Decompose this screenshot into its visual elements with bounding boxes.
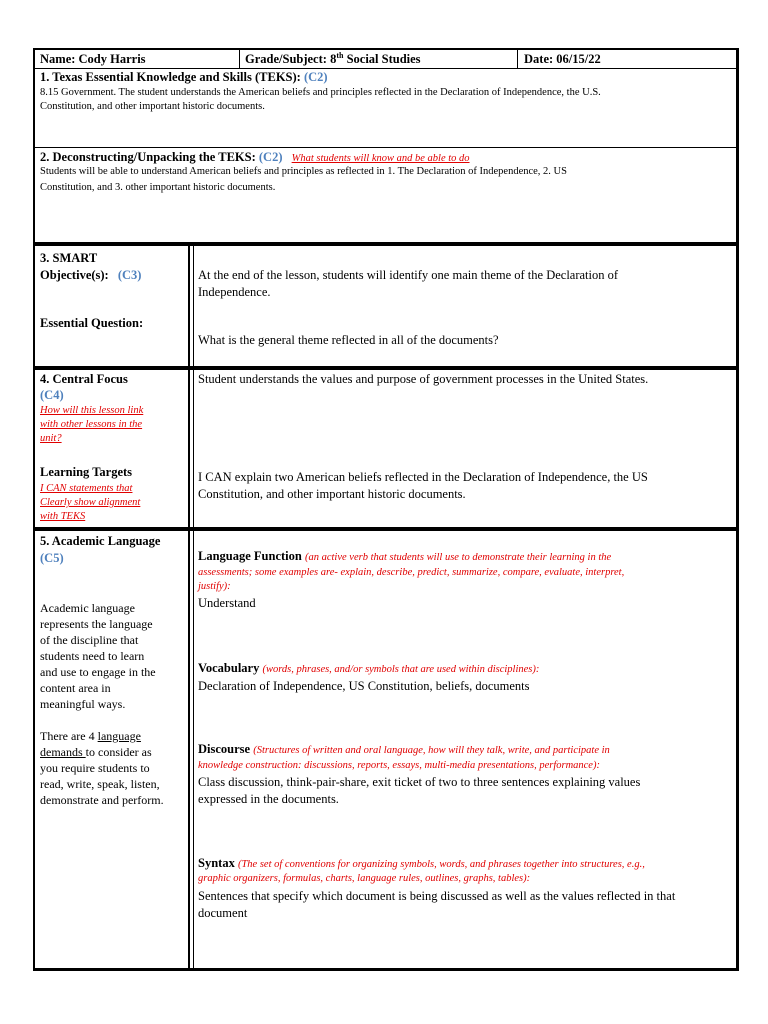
central-focus-note-line-2: with other lessons in the xyxy=(40,419,143,430)
name-value: Cody Harris xyxy=(78,52,146,66)
demands-line-2: demands to consider as xyxy=(40,745,152,759)
language-function-note-line-1: (an active verb that students will use to demonstrate their learning in the xyxy=(304,552,612,563)
language-function-heading: Language Function (an active verb that students will use to demonstrate their learning in the xyxy=(198,549,612,563)
demands-line-3: you require students to xyxy=(40,761,150,775)
vocabulary-value: Declaration of Independence, US Constitution, beliefs, documents xyxy=(198,679,530,693)
discourse-heading: Discourse (Structures of written and oral language, how will they talk, write, and participate in xyxy=(198,742,610,756)
academic-language-heading: 5. Academic Language xyxy=(40,534,161,548)
syntax-note-line-1: (The set of conventions for organizing symbols, words, and phrases together into structures, e.g., xyxy=(237,859,645,870)
learning-targets-note-line-3: with TEKS xyxy=(40,511,86,522)
smart-heading: 3. SMART xyxy=(40,251,98,265)
essential-question-label: Essential Question: xyxy=(40,316,144,330)
vocabulary-note: (words, phrases, and/or symbols that are used within disciplines): xyxy=(262,664,540,675)
name-field xyxy=(40,51,146,68)
academic-language-desc-line-5: and use to engage in the xyxy=(40,665,156,679)
unpacking-heading: 2. Deconstructing/Unpacking the TEKS: (C2) What students will know and be able to do xyxy=(40,150,470,164)
vocabulary-heading: Vocabulary (words, phrases, and/or symbols that are used within disciplines): xyxy=(198,661,540,675)
discourse-note-line-1: (Structures of written and oral language, how will they talk, write, and participate in xyxy=(253,745,610,756)
learning-targets-note-line-2: Clearly show alignment xyxy=(40,497,141,508)
syntax-heading: Syntax (The set of conventions for organizing symbols, words, and phrases together into structures, e.g., xyxy=(198,856,645,870)
unpacking-code: (C2) xyxy=(258,150,283,164)
demands-line-1: There are 4 language xyxy=(40,729,141,743)
demands-line-4: read, write, speak, listen, xyxy=(40,777,160,791)
unpacking-text-line-1: Students will be able to understand American beliefs and principles as reflected in 1. The Declaration of Independence, 2. US xyxy=(40,166,567,177)
academic-language-desc-line-4: students need to learn xyxy=(40,649,145,663)
teks-text-line-1: 8.15 Government. The student understands the American beliefs and principles reflected in the Declaration of Independence, the U.S. xyxy=(40,87,601,98)
date-field xyxy=(524,51,601,68)
learning-targets-label: Learning Targets xyxy=(40,465,133,479)
language-function-value: Understand xyxy=(198,596,256,610)
learning-targets-note-line-1: I CAN statements that xyxy=(40,483,133,494)
discourse-note-line-2: knowledge construction: discussions, reports, essays, multi-media presentations, performance): xyxy=(198,760,600,771)
unpacking-text-line-2: Constitution, and 3. other important historic documents. xyxy=(40,182,276,193)
academic-language-desc-line-6: content area in xyxy=(40,681,111,695)
syntax-value-line-1: Sentences that specify which document is being discussed as well as the values reflected in that xyxy=(198,889,676,903)
subject-value: Social Studies xyxy=(346,52,421,66)
teks-code: (C2) xyxy=(303,70,328,84)
discourse-value-line-1: Class discussion, think-pair-share, exit ticket of two to three sentences explaining values xyxy=(198,775,641,789)
objectives-label: Objective(s): (C3) xyxy=(40,268,142,282)
central-focus-heading: 4. Central Focus xyxy=(40,372,128,386)
unpacking-note: What students will know and be able to do xyxy=(291,153,470,164)
learning-target-text-line-2: Constitution, and other important historic documents. xyxy=(198,487,466,501)
central-focus-note-line-1: How will this lesson link xyxy=(40,405,144,416)
essential-question-text: What is the general theme reflected in all of the documents? xyxy=(198,333,499,347)
academic-language-desc-line-2: represents the language xyxy=(40,617,153,631)
academic-language-desc-line-1: Academic language xyxy=(40,601,135,615)
syntax-note-line-2: graphic organizers, formulas, charts, language rules, outlines, graphs, tables): xyxy=(198,873,531,884)
academic-language-desc-line-3: of the discipline that xyxy=(40,633,139,647)
academic-language-code: (C5) xyxy=(40,551,64,565)
academic-language-desc-line-7: meaningful ways. xyxy=(40,697,126,711)
discourse-value-line-2: expressed in the documents. xyxy=(198,792,339,806)
central-focus-note-line-3: unit? xyxy=(40,433,62,444)
language-function-note-line-2: assessments; some examples are- explain, describe, predict, summarize, compare, evaluate, interpret, xyxy=(198,567,625,578)
name-label: Name: xyxy=(40,52,76,66)
teks-heading: 1. Texas Essential Knowledge and Skills (TEKS): (C2) xyxy=(40,70,328,84)
objective-text-line-2: Independence. xyxy=(198,285,271,299)
grade-suffix: th xyxy=(336,50,344,60)
central-focus-code: (C4) xyxy=(40,388,64,402)
language-function-note-line-3: justify): xyxy=(198,581,231,592)
objective-text-line-1: At the end of the lesson, students will identify one main theme of the Declaration of xyxy=(198,268,619,282)
syntax-value-line-2: document xyxy=(198,906,248,920)
demands-line-5: demonstrate and perform. xyxy=(40,793,164,807)
grade-number: 8 xyxy=(330,52,337,66)
date-value: 06/15/22 xyxy=(556,52,601,66)
central-focus-text: Student understands the values and purpose of government processes in the United States. xyxy=(198,372,649,386)
grade-subject-field xyxy=(245,51,421,68)
grade-label: Grade/Subject: xyxy=(245,52,327,66)
teks-text-line-2: Constitution, and other important historic documents. xyxy=(40,101,265,112)
objectives-code: (C3) xyxy=(117,268,142,282)
date-label: Date: xyxy=(524,52,554,66)
learning-target-text-line-1: I CAN explain two American beliefs reflected in the Declaration of Independence, the US xyxy=(198,470,648,484)
